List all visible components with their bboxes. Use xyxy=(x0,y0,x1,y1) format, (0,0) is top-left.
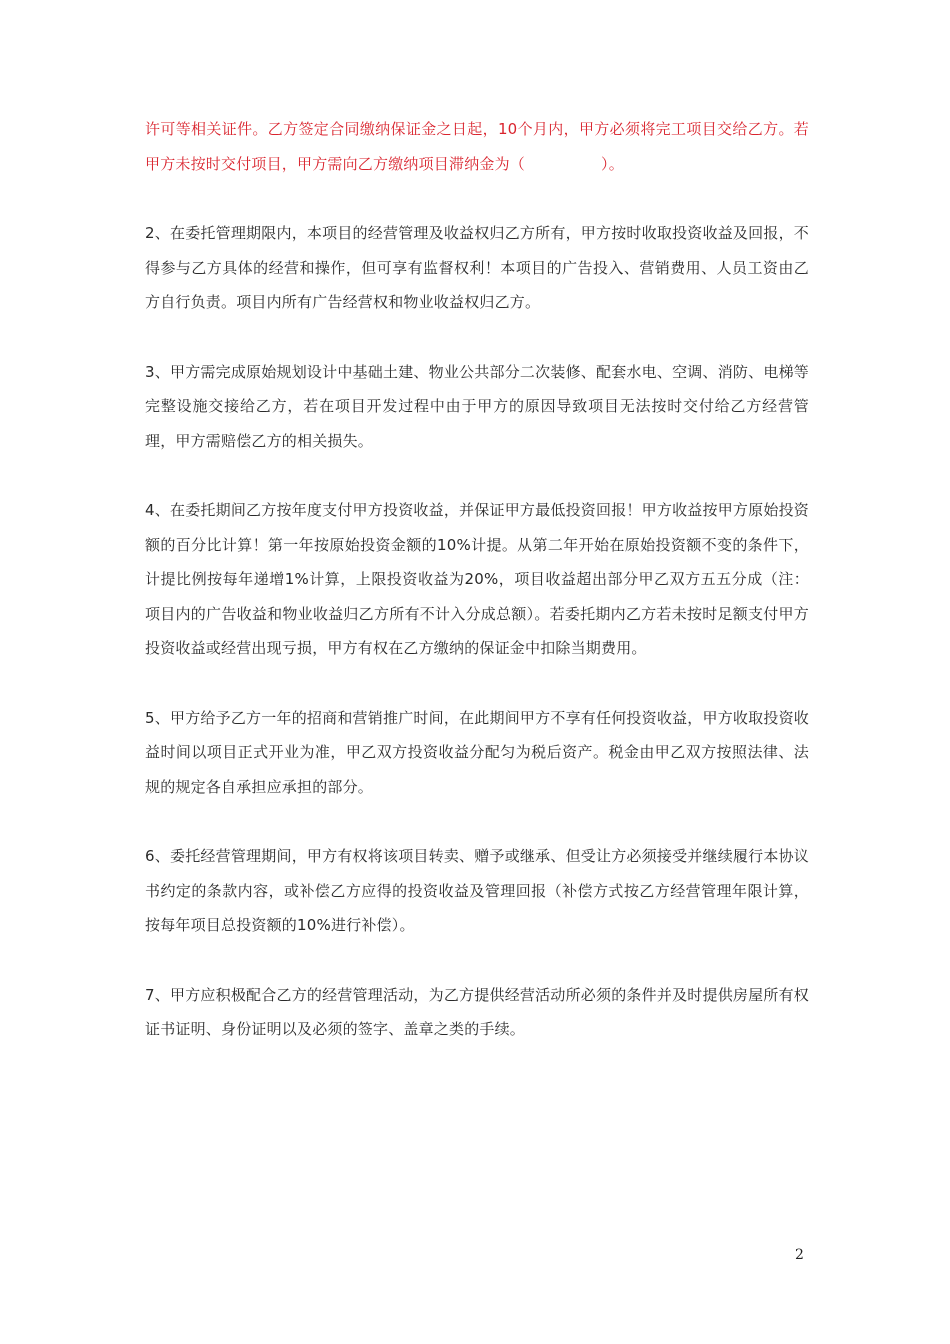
paragraph-clause-5: 5、甲方给予乙方一年的招商和营销推广时间，在此期间甲方不享有任何投资收益，甲方收取投资收益时间以项目正式开业为准，甲乙双方投资收益分配匀为税后资产。税金由甲乙双方按照法律、法规的规定各自承担应承担的部分。 xyxy=(145,708,809,796)
paragraph-clause-3: 3、甲方需完成原始规划设计中基础土建、物业公共部分二次装修、配套水电、空调、消防、电梯等完整设施交接给乙方，若在项目开发过程中由于甲方的原因导致项目无法按时交付给乙方经营管理，甲方需赔偿乙方的相关损失。 xyxy=(145,362,809,450)
paragraph-clause-7: 7、甲方应积极配合乙方的经营管理活动，为乙方提供经营活动所必须的条件并及时提供房屋所有权证书证明、身份证明以及必须的签字、盖章之类的手续。 xyxy=(145,985,809,1038)
document-body xyxy=(145,112,809,1082)
paragraph-clause-4: 4、在委托期间乙方按年度支付甲方投资收益，并保证甲方最低投资回报！甲方收益按甲方原始投资额的百分比计算！第一年按原始投资金额的10%计提。从第二年开始在原始投资额不变的条件下，计提比例按每年递增1%计算，上限投资收益为20%，项目收益超出部分甲乙双方五五分成（注：项目内的广告收益和物业收益归乙方所有不计入分成总额）。若委托期内乙方若未按时足额支付甲方投资收益或经营出现亏损，甲方有权在乙方缴纳的保证金中扣除当期费用。 xyxy=(145,501,809,657)
paragraph-clause-2: 2、在委托管理期限内，本项目的经营管理及收益权归乙方所有，甲方按时收取投资收益及回报，不得参与乙方具体的经营和操作，但可享有监督权利！本项目的广告投入、营销费用、人员工资由乙方自行负责。项目内所有广告经营权和物业收益权归乙方。 xyxy=(145,224,809,311)
page-number: 2 xyxy=(795,1247,804,1263)
paragraph-clause-6: 6、委托经营管理期间，甲方有权将该项目转卖、赠予或继承、但受让方必须接受并继续履行本协议书约定的条款内容，或补偿乙方应得的投资收益及管理回报（补偿方式按乙方经营管理年限计算，按每年项目总投资额的10%进行补偿）。 xyxy=(145,847,809,934)
paragraph-deadline-clause: 许可等相关证件。乙方签定合同缴纳保证金之日起，10个月内，甲方必须将完工项目交给乙方。若甲方未按时交付项目，甲方需向乙方缴纳项目滞纳金为（ ）。 xyxy=(145,120,809,173)
